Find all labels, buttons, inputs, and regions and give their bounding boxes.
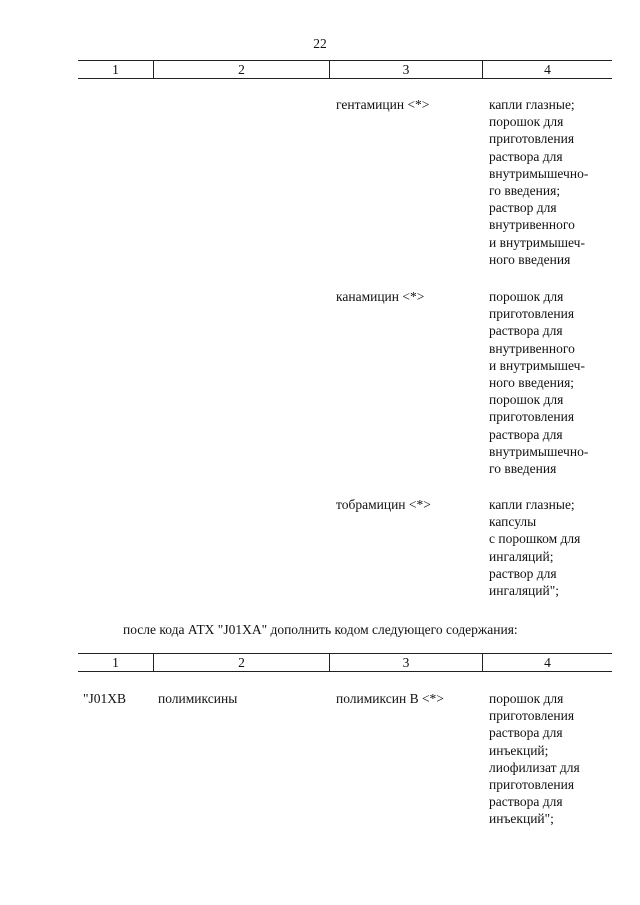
drug-name-gentamicin: гентамицин <*> <box>336 97 430 112</box>
column-header-3: 3 <box>329 654 482 671</box>
table2-header <box>78 653 612 672</box>
column-header-2: 2 <box>153 654 329 671</box>
column-header-3: 3 <box>329 61 482 78</box>
column-header-4: 4 <box>482 654 612 671</box>
drug-name-polymyxin-b: полимиксин В <*> <box>336 691 444 706</box>
dosage-forms-gentamicin: капли глазные; порошок для приготовления раствора для внутримышечно- го введения; раствор для внутривенного и внутримышеч- ного введения <box>489 97 589 267</box>
column-header-4: 4 <box>482 61 612 78</box>
dosage-forms-polymyxin-b: порошок для приготовления раствора для инъекций; лиофилизат для приготовления раствора для инъекций"; <box>489 691 580 827</box>
column-header-2: 2 <box>153 61 329 78</box>
drug-name-kanamycin: канамицин <*> <box>336 289 425 304</box>
dosage-forms-tobramycin: капли глазные; капсулы с порошком для ингаляций; раствор для ингаляций"; <box>489 497 581 599</box>
dosage-forms-kanamycin: порошок для приготовления раствора для внутривенного и внутримышеч- ного введения; порошок для приготовления раствора для внутримышечно- го введения <box>489 289 589 477</box>
atc-code: "J01XB <box>83 691 127 706</box>
table1-header <box>78 60 612 79</box>
instruction-text: после кода АТХ "J01XA" дополнить кодом следующего содержания: <box>123 622 518 637</box>
page-number: 22 <box>313 36 327 51</box>
column-header-1: 1 <box>112 655 119 670</box>
drug-name-tobramycin: тобрамицин <*> <box>336 497 431 512</box>
drug-group: полимиксины <box>158 691 238 706</box>
column-header-1: 1 <box>112 62 119 77</box>
